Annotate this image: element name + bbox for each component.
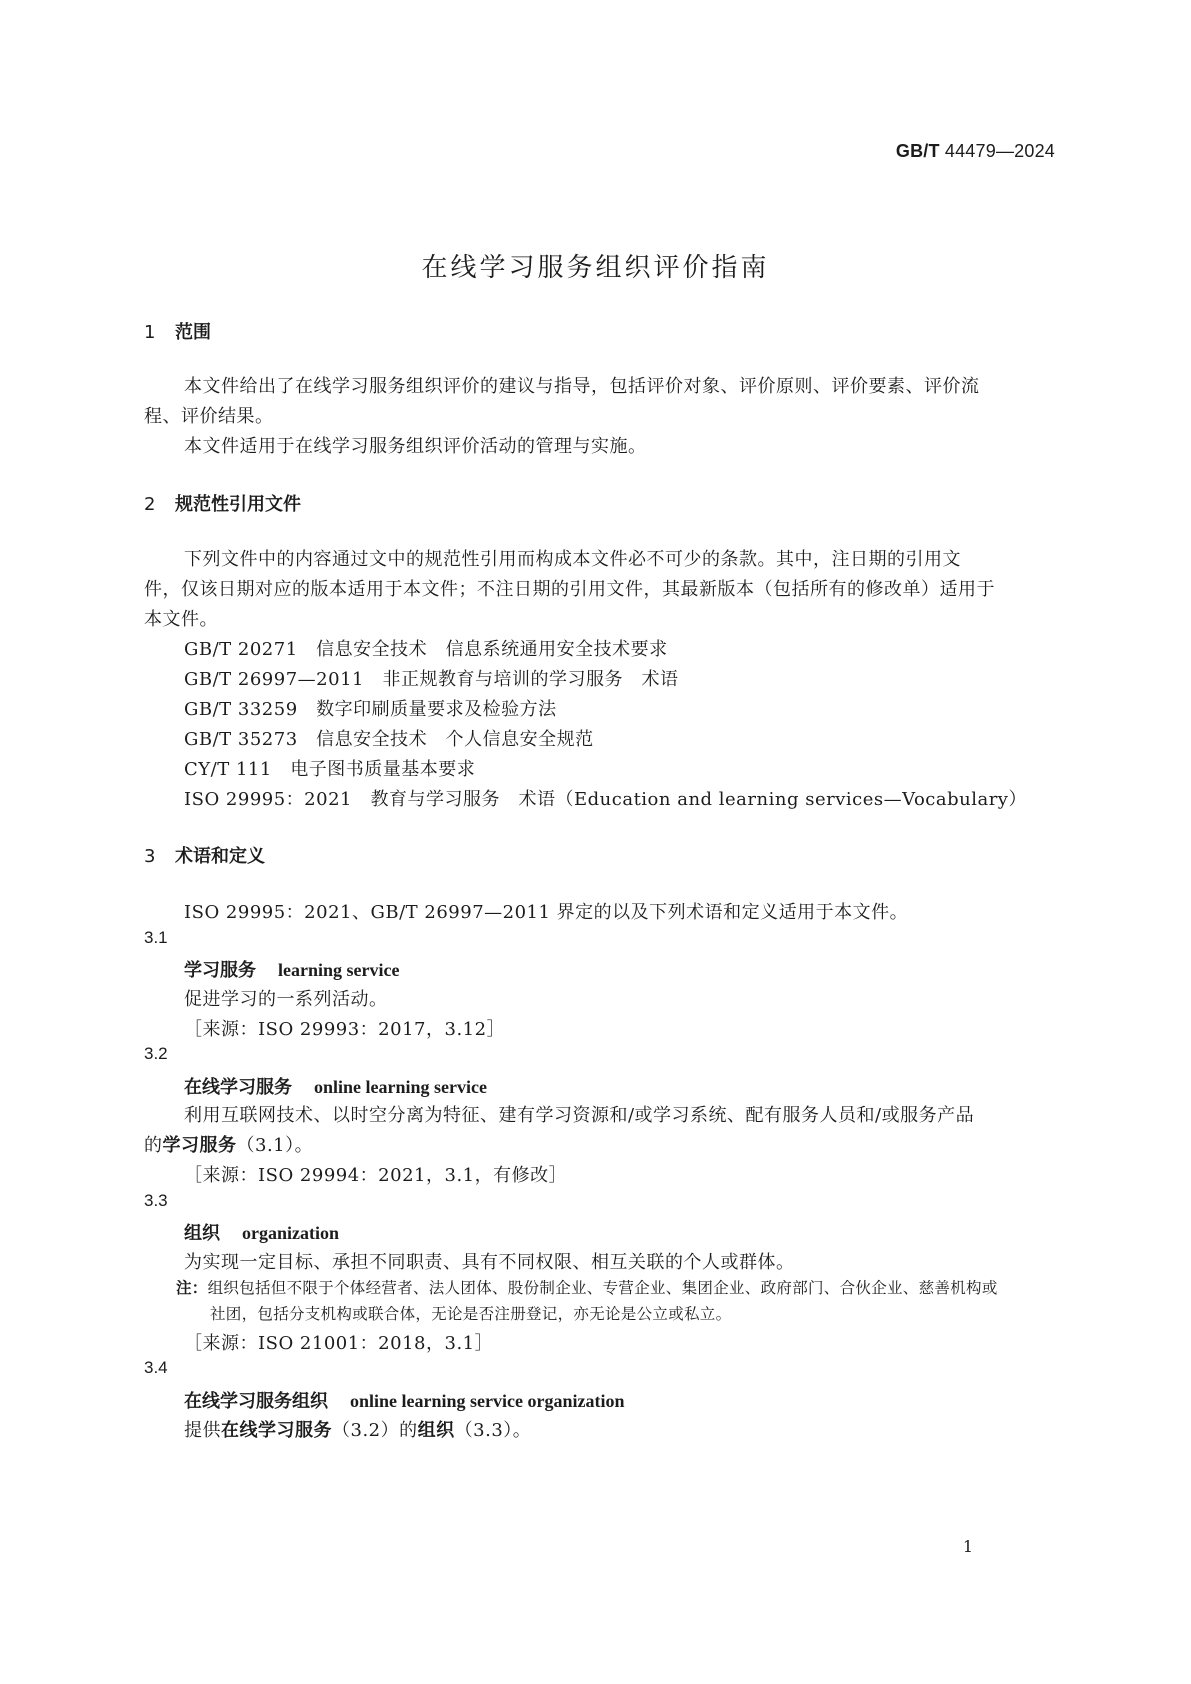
page-number: 1 xyxy=(962,1537,973,1556)
term-definition xyxy=(184,1416,531,1442)
reference-code: GB/T 35273 xyxy=(184,729,298,750)
term-en: learning service xyxy=(278,960,400,980)
term-en: organization xyxy=(242,1223,339,1243)
definition-text: （3.2）的 xyxy=(332,1420,418,1441)
term-reference: 在线学习服务 xyxy=(221,1420,332,1441)
reference-code: GB/T 26997—2011 xyxy=(184,669,364,690)
term-definition: 为实现一定目标、承担不同职责、具有不同权限、相互关联的个人或群体。 xyxy=(184,1252,795,1273)
term-heading xyxy=(184,1219,339,1245)
term-number: 3.1 xyxy=(144,928,168,947)
reference-code: ISO 29995：2021 xyxy=(184,789,352,810)
term-zh: 在线学习服务组织 xyxy=(184,1391,328,1412)
term-reference: 组织 xyxy=(417,1420,455,1441)
reference-title: 信息安全技术 信息系统通用安全技术要求 xyxy=(316,639,668,660)
definition-text: 的 xyxy=(144,1135,163,1156)
section-1-para1-line2: 程、评价结果。 xyxy=(144,406,274,427)
section-1-heading xyxy=(144,318,211,344)
term-number: 3.4 xyxy=(144,1358,168,1377)
term-number: 3.2 xyxy=(144,1044,168,1063)
note-label: 注： xyxy=(176,1279,208,1297)
term-heading xyxy=(184,1387,624,1413)
term-source: ［来源：ISO 29994：2021，3.1，有修改］ xyxy=(184,1165,568,1186)
reference-title: 教育与学习服务 术语（Education and learning services—Vocabulary） xyxy=(370,789,1027,810)
document-code-prefix: GB/T xyxy=(895,141,940,161)
section-3-intro: ISO 29995：2021、GB/T 26997—2011 界定的以及下列术语和定义适用于本文件。 xyxy=(184,902,909,923)
term-source: ［来源：ISO 29993：2017，3.12］ xyxy=(184,1019,506,1040)
section-number: 2 xyxy=(144,494,156,515)
section-2-heading xyxy=(144,490,301,516)
definition-text: （3.3）。 xyxy=(454,1420,532,1441)
section-3-heading xyxy=(144,842,265,868)
reference-code: GB/T 20271 xyxy=(184,639,298,660)
reference-code: GB/T 33259 xyxy=(184,699,298,720)
reference-title: 电子图书质量基本要求 xyxy=(290,759,476,780)
section-1-para1-line1: 本文件给出了在线学习服务组织评价的建议与指导，包括评价对象、评价原则、评价要素、评价流 xyxy=(184,376,980,397)
term-heading xyxy=(184,1073,487,1099)
definition-text: （3.1）。 xyxy=(236,1135,314,1156)
note-text: 组织包括但不限于个体经营者、法人团体、股份制企业、专营企业、集团企业、政府部门、合伙企业、慈善机构或 xyxy=(207,1279,998,1297)
term-en: online learning service organization xyxy=(350,1391,625,1411)
reference-item xyxy=(184,725,594,751)
document-code-number: 44479—2024 xyxy=(944,141,1055,161)
reference-title: 数字印刷质量要求及检验方法 xyxy=(316,699,557,720)
term-number: 3.3 xyxy=(144,1191,168,1210)
reference-code: CY/T 111 xyxy=(184,759,272,780)
reference-item xyxy=(184,695,557,721)
section-title: 术语和定义 xyxy=(175,846,265,867)
reference-title: 非正规教育与培训的学习服务 术语 xyxy=(382,669,679,690)
reference-title: 信息安全技术 个人信息安全规范 xyxy=(316,729,594,750)
term-definition: 促进学习的一系列活动。 xyxy=(184,989,388,1010)
term-note-line1 xyxy=(176,1276,998,1298)
section-title: 范围 xyxy=(175,322,211,343)
section-2-intro-line1: 下列文件中的内容通过文中的规范性引用而构成本文件必不可少的条款。其中，注日期的引用文 xyxy=(184,549,961,570)
section-title: 规范性引用文件 xyxy=(175,494,301,515)
section-2-intro-line3: 本文件。 xyxy=(144,609,218,630)
term-zh: 组织 xyxy=(184,1223,220,1244)
term-en: online learning service xyxy=(314,1077,487,1097)
section-number: 1 xyxy=(144,322,156,343)
document-title: 在线学习服务组织评价指南 xyxy=(421,253,770,283)
section-2-intro-line2: 件，仅该日期对应的版本适用于本文件；不注日期的引用文件，其最新版本（包括所有的修改单）适用于 xyxy=(144,579,995,600)
term-heading xyxy=(184,956,399,982)
section-number: 3 xyxy=(144,846,156,867)
reference-item xyxy=(184,665,678,691)
term-note-line2: 社团，包括分支机构或联合体，无论是否注册登记，亦无论是公立或私立。 xyxy=(210,1305,732,1323)
term-zh: 在线学习服务 xyxy=(184,1077,292,1098)
term-zh: 学习服务 xyxy=(184,960,256,981)
reference-item xyxy=(184,785,1027,811)
term-definition-line1: 利用互联网技术、以时空分离为特征、建有学习资源和/或学习系统、配有服务人员和/或服务产品 xyxy=(184,1105,975,1126)
term-reference: 学习服务 xyxy=(162,1135,237,1156)
term-source: ［来源：ISO 21001：2018，3.1］ xyxy=(184,1333,494,1354)
definition-text: 提供 xyxy=(184,1420,221,1441)
reference-item xyxy=(184,635,668,661)
section-1-para2: 本文件适用于在线学习服务组织评价活动的管理与实施。 xyxy=(184,436,647,457)
term-definition-line2 xyxy=(144,1131,313,1157)
document-code xyxy=(896,141,1055,162)
reference-item xyxy=(184,755,475,781)
